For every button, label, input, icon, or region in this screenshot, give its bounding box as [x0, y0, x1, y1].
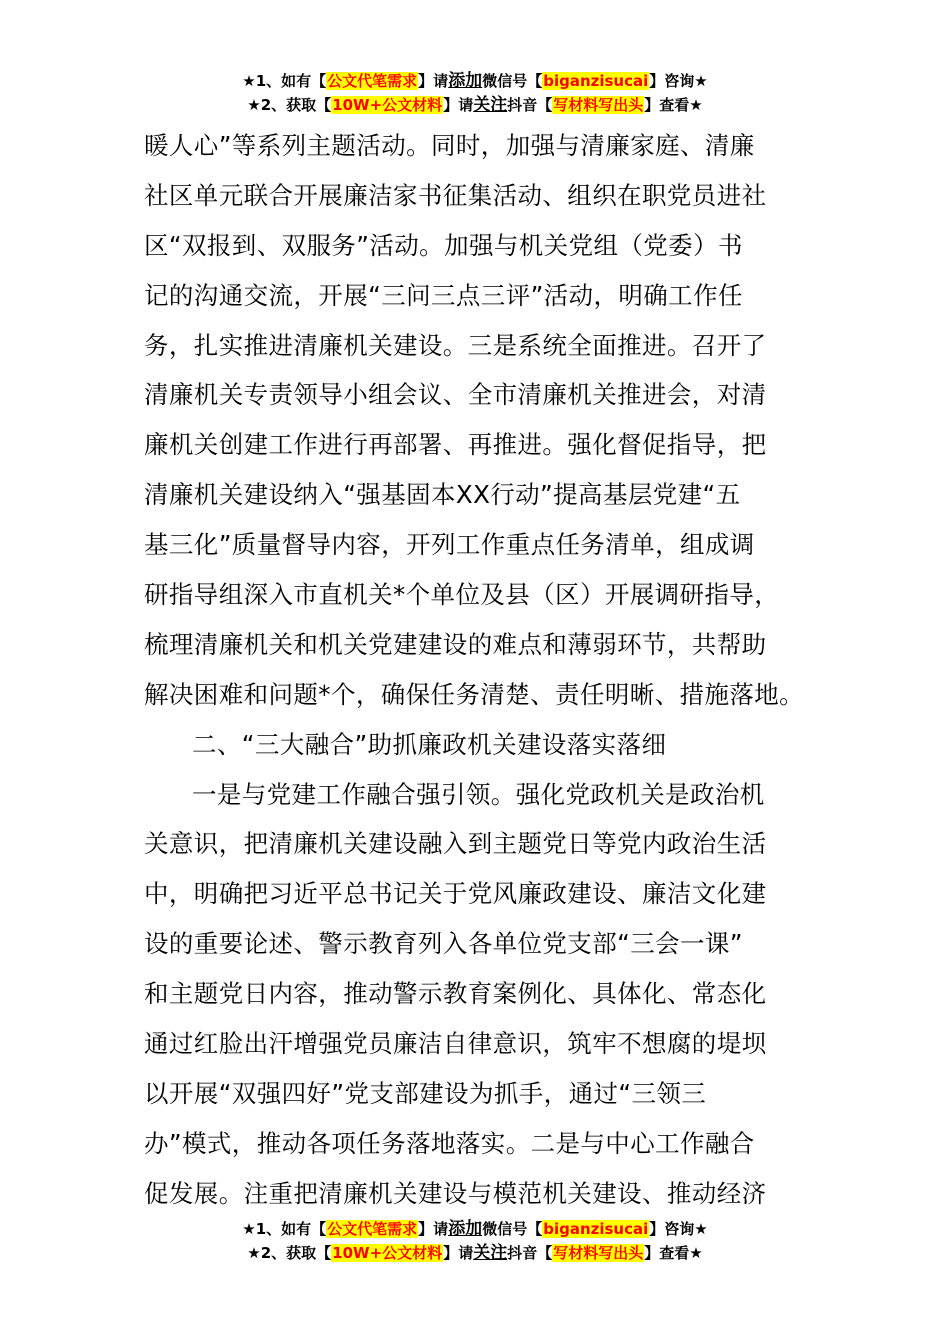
- body-line: 暖人心”等系列主题活动。同时，加强与清廉家庭、清廉: [144, 131, 755, 160]
- service-highlight: 公文代笔需求: [327, 1220, 418, 1238]
- banner-line-2: ★2、获取【10W+公文材料】请关注抖音【写材料写出头】查看★: [247, 95, 703, 115]
- douyin-id-highlight: 写材料写出头: [553, 1244, 644, 1262]
- banner-line-1: ★1、如有【公文代笔需求】请添加微信号【biganzisucai】咨询★: [242, 1219, 708, 1239]
- section-heading: 二、“三大融合”助抓廉政机关建设落实落细: [192, 729, 667, 759]
- body-line: 关意识，把清廉机关建设融入到主题党日等党内政治生活: [144, 829, 767, 859]
- body-line: 梳理清廉机关和机关党建建设的难点和薄弱环节，共帮助: [144, 629, 767, 659]
- body-line: 基三化”质量督导内容，开列工作重点任务清单，组成调: [144, 530, 755, 560]
- body-line: 社区单元联合开展廉洁家书征集活动、组织在职党员进社: [144, 180, 767, 210]
- body-line: 记的沟通交流，开展“三问三点三评”活动，明确工作任: [144, 280, 743, 310]
- body-line: 以开展“双强四好”党支部建设为抓手，通过“三领三: [144, 1078, 707, 1108]
- body-line: 通过红脸出汗增强党员廉洁自律意识，筑牢不想腐的堤坝: [144, 1029, 767, 1059]
- service-highlight: 公文代笔需求: [327, 72, 418, 90]
- body-line: 和主题党日内容，推动警示教育案例化、具体化、常态化: [144, 979, 767, 1009]
- body-line: 廉机关创建工作进行再部署、再推进。强化督促指导，把: [144, 430, 767, 460]
- wechat-id-highlight: biganzisucai: [543, 72, 649, 90]
- body-line: 研指导组深入市直机关*个单位及县（区）开展调研指导，: [144, 580, 780, 610]
- body-line: 清廉机关专责领导小组会议、全市清廉机关推进会，对清: [144, 380, 767, 410]
- header-banner: [0, 70, 950, 118]
- body-line: 办”模式，推动各项任务落地落实。二是与中心工作融合: [144, 1128, 755, 1158]
- paragraph-start-line: 一是与党建工作融合强引领。强化党政机关是政治机: [192, 779, 765, 809]
- banner-line-1: ★1、如有【公文代笔需求】请添加微信号【biganzisucai】咨询★: [242, 71, 708, 91]
- body-line: 设的重要论述、警示教育列入各单位党支部“三会一课”: [144, 929, 743, 959]
- banner-line-2: ★2、获取【10W+公文材料】请关注抖音【写材料写出头】查看★: [247, 1243, 703, 1263]
- body-line: 中，明确把习近平总书记关于党风廉政建设、廉洁文化建: [144, 879, 767, 909]
- document-body: [144, 121, 809, 1219]
- footer-banner: [0, 1218, 950, 1266]
- body-line: 解决困难和问题*个，确保任务清楚、责任明晰、措施落地。: [144, 679, 805, 709]
- materials-highlight: 10W+公文材料: [332, 1244, 443, 1262]
- douyin-id-highlight: 写材料写出头: [553, 96, 644, 114]
- body-line: 清廉机关建设纳入“强基固本XX行动”提高基层党建“五: [144, 480, 741, 510]
- body-line: 务，扎实推进清廉机关建设。三是系统全面推进。召开了: [144, 330, 767, 360]
- wechat-id-highlight: biganzisucai: [543, 1220, 649, 1238]
- materials-highlight: 10W+公文材料: [332, 96, 443, 114]
- body-line: 促发展。注重把清廉机关建设与模范机关建设、推动经济: [144, 1178, 767, 1208]
- body-line: 区“双报到、双服务”活动。加强与机关党组（党委）书: [144, 230, 743, 260]
